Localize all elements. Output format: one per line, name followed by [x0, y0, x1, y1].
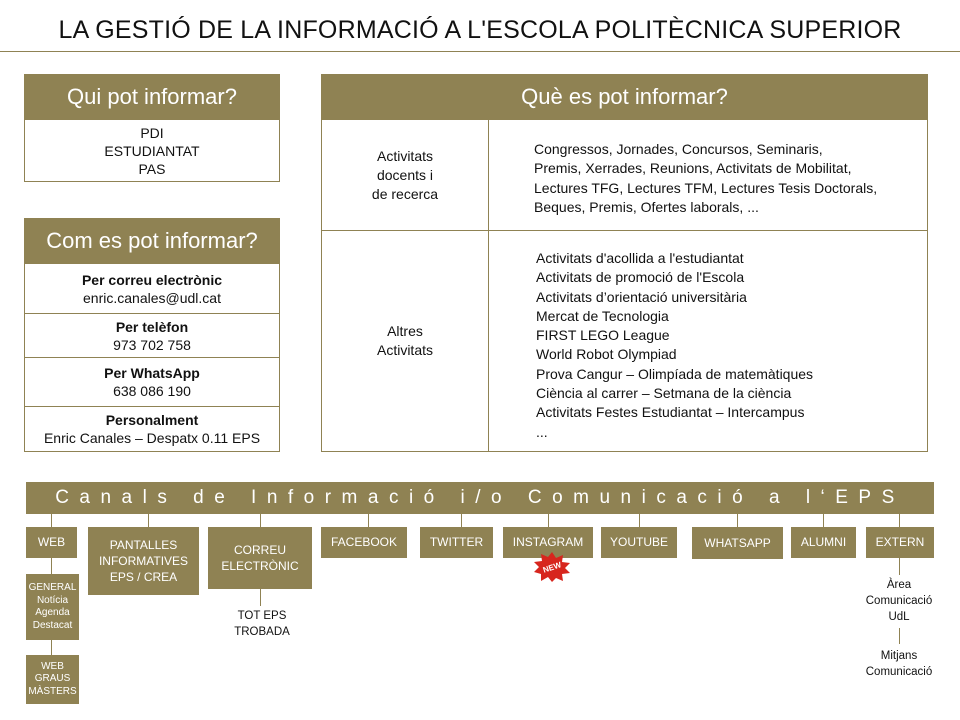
connector — [899, 514, 900, 527]
channel-screens-line: PANTALLES — [109, 538, 178, 552]
what-item: Activitats d’orientació universitària — [536, 288, 747, 305]
channel-extern[interactable] — [866, 527, 934, 558]
what-category-line: Activitats — [376, 147, 433, 164]
what-item: Congressos, Jornades, Concursos, Seminaris, — [534, 141, 823, 157]
channel-extern-media — [856, 648, 942, 680]
what-heading-text: Què es pot informar? — [521, 83, 728, 109]
page-title: LA GESTIÓ DE LA INFORMACIÓ A L'ESCOLA POLITÈCNICA SUPERIOR — [58, 16, 902, 44]
connector — [548, 514, 549, 527]
how-method-whatsapp — [25, 358, 279, 406]
connector — [461, 514, 462, 527]
channel-extern-line: UdL — [888, 611, 910, 623]
how-heading-text: Com es pot informar? — [46, 227, 258, 253]
channel-extern-line: Mitjans — [880, 650, 918, 662]
what-column-divider — [488, 120, 489, 451]
channel-web-general-line: Destacat — [32, 619, 73, 631]
channel-email-lists — [214, 608, 310, 640]
channel-alumni[interactable] — [791, 527, 856, 558]
channel-facebook-label: FACEBOOK — [330, 535, 398, 549]
channel-web-general-line: Agenda — [35, 607, 70, 618]
channels-banner: Canals de Informació i/o Comunicació a l‘EPS — [26, 482, 934, 514]
channel-web-degrees-line: MÀSTERS — [28, 685, 77, 697]
title-divider — [0, 51, 960, 52]
channel-facebook[interactable] — [321, 527, 407, 558]
how-method-title: Per telèfon — [115, 318, 189, 335]
channel-whatsapp[interactable] — [692, 527, 783, 559]
what-category-other — [322, 231, 488, 451]
channel-email[interactable] — [208, 527, 312, 589]
channel-twitter[interactable] — [420, 527, 493, 558]
channel-web-label: WEB — [37, 535, 66, 549]
connector — [737, 514, 738, 527]
channel-web-degrees-line: WEB — [41, 660, 64, 672]
channel-email-line: CORREU — [233, 543, 286, 557]
what-items-other — [536, 249, 926, 442]
what-item: Activitats Festes Estudiantat – Intercampus — [536, 404, 805, 421]
connector — [899, 558, 900, 575]
what-table — [321, 119, 928, 452]
connector — [260, 589, 261, 606]
what-category-line: Activitats — [376, 342, 433, 358]
what-heading — [321, 74, 928, 119]
new-badge-icon — [532, 551, 572, 583]
connector — [51, 640, 52, 655]
what-item: World Robot Olympiad — [536, 346, 677, 363]
channel-screens[interactable] — [88, 527, 199, 595]
channel-youtube-label: YOUTUBE — [609, 535, 668, 549]
what-item: Activitats de promoció de l'Escola — [536, 269, 745, 286]
channel-extern-line: Àrea — [886, 579, 912, 591]
channel-web-degrees[interactable] — [26, 655, 79, 704]
channel-extern-line: Comunicació — [865, 666, 933, 678]
connector — [51, 558, 52, 574]
channel-screens-line: EPS / CREA — [109, 570, 178, 584]
who-item: PAS — [138, 160, 166, 177]
who-item: PDI — [140, 124, 164, 141]
who-list — [24, 119, 280, 182]
how-heading — [24, 218, 280, 263]
channel-web-general-line: Notícia — [36, 594, 69, 606]
channel-extern-label: EXTERN — [875, 535, 925, 549]
what-item: Prova Cangur – Olimpíada de matemàtiques — [536, 365, 814, 382]
who-item: ESTUDIANTAT — [104, 142, 200, 159]
how-method-title: Per correu electrònic — [81, 271, 223, 288]
what-category-line: Altres — [387, 323, 423, 339]
channel-email-list: TROBADA — [234, 626, 290, 638]
channel-web-general[interactable] — [26, 574, 79, 640]
what-item: Mercat de Tecnologia — [536, 307, 669, 324]
how-method-value: Enric Canales – Despatx 0.11 EPS — [43, 430, 261, 446]
who-heading-text: Qui pot informar? — [67, 83, 237, 109]
how-panel — [24, 263, 280, 452]
connector — [51, 514, 52, 527]
how-method-phone — [25, 314, 279, 357]
what-items-teaching — [534, 140, 926, 217]
how-method-value: 973 702 758 — [113, 336, 191, 353]
channel-instagram-label: INSTAGRAM — [512, 535, 584, 549]
what-item: Activitats d'acollida a l'estudiantat — [536, 250, 744, 266]
what-category-line: de recerca — [371, 185, 439, 202]
who-heading — [24, 74, 280, 119]
channel-email-list: TOT EPS — [237, 610, 287, 622]
connector — [639, 514, 640, 527]
how-method-value: 638 086 190 — [113, 383, 191, 399]
channel-web[interactable] — [26, 527, 77, 558]
what-item: Lectures TFG, Lectures TFM, Lectures Tesis Doctorals, — [534, 179, 878, 196]
what-item: Ciència al carrer – Setmana de la ciència — [536, 385, 792, 402]
channel-extern-udl — [856, 577, 942, 625]
what-category-teaching — [322, 120, 488, 230]
what-category-line: docents i — [376, 166, 434, 183]
channel-youtube[interactable] — [601, 527, 677, 558]
connector — [148, 514, 149, 527]
connector — [368, 514, 369, 527]
channel-web-degrees-line: GRAUS — [34, 673, 71, 685]
channel-web-general-line: GENERAL — [28, 582, 77, 593]
what-item: FIRST LEGO League — [536, 327, 670, 344]
channel-whatsapp-label: WHATSAPP — [704, 535, 771, 550]
connector — [260, 514, 261, 527]
how-method-inperson — [25, 407, 279, 451]
channel-alumni-label: ALUMNI — [800, 535, 847, 549]
how-method-title: Personalment — [105, 412, 199, 428]
connector — [899, 628, 900, 644]
channel-screens-line: INFORMATIVES — [98, 554, 189, 568]
what-item: ... — [536, 423, 548, 440]
channel-extern-line: Comunicació — [865, 595, 933, 607]
what-item: Premis, Xerrades, Reunions, Activitats de Mobilitat, — [534, 160, 852, 177]
channel-email-line: ELECTRÒNIC — [221, 559, 299, 573]
how-method-title: Per WhatsApp — [104, 365, 200, 381]
connector — [823, 514, 824, 527]
how-method-email — [25, 264, 279, 313]
new-badge-text: NEW — [541, 560, 563, 575]
how-method-value: enric.canales@udl.cat — [83, 289, 221, 306]
channel-twitter-label: TWITTER — [429, 535, 484, 549]
what-item: Beques, Premis, Ofertes laborals, ... — [534, 198, 759, 215]
